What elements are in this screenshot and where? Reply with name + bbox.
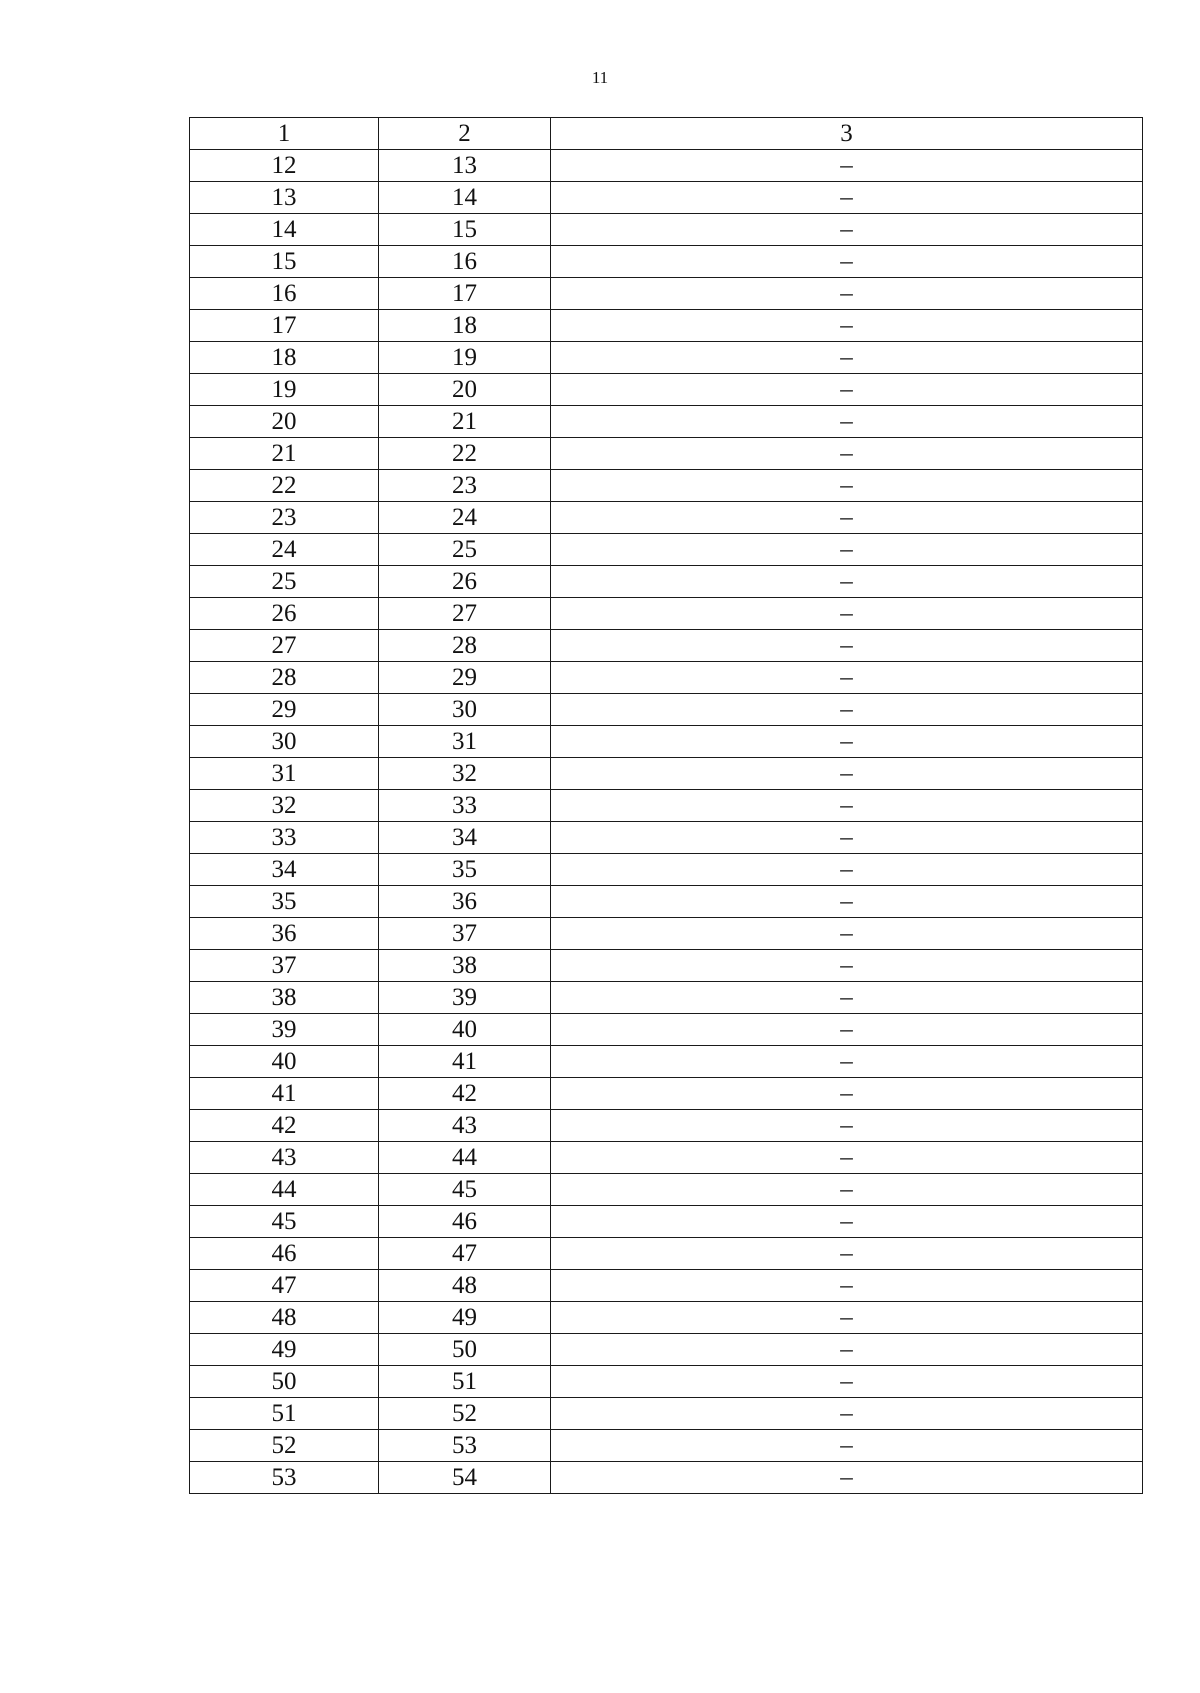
table-cell-col-2: 50 <box>379 1334 551 1366</box>
table-cell-col-3: – <box>551 854 1143 886</box>
table-cell-col-3: – <box>551 1270 1143 1302</box>
table-row <box>190 1462 1143 1494</box>
table-cell-col-1: 30 <box>190 726 379 758</box>
table-row <box>190 310 1143 342</box>
table-row <box>190 1078 1143 1110</box>
table-cell-col-2: 27 <box>379 598 551 630</box>
table-cell-col-3: – <box>551 726 1143 758</box>
table-cell-col-2: 42 <box>379 1078 551 1110</box>
table-row <box>190 1174 1143 1206</box>
table-cell-col-3: – <box>551 1398 1143 1430</box>
table-row <box>190 1302 1143 1334</box>
table-cell-col-2: 18 <box>379 310 551 342</box>
table-cell-col-2: 24 <box>379 502 551 534</box>
table-cell-col-1: 26 <box>190 598 379 630</box>
table-cell-col-3: – <box>551 790 1143 822</box>
table-cell-col-1: 34 <box>190 854 379 886</box>
table-cell-col-2: 33 <box>379 790 551 822</box>
table-cell-col-3: – <box>551 310 1143 342</box>
table-row <box>190 1398 1143 1430</box>
table-cell-col-2: 32 <box>379 758 551 790</box>
table-cell-col-1: 37 <box>190 950 379 982</box>
page-number: 11 <box>591 68 609 87</box>
table-row <box>190 1206 1143 1238</box>
table-cell-col-1: 42 <box>190 1110 379 1142</box>
table-cell-col-3: – <box>551 534 1143 566</box>
table-cell-col-2: 17 <box>379 278 551 310</box>
table-cell-col-3: – <box>551 342 1143 374</box>
table-cell-col-1: 29 <box>190 694 379 726</box>
table-row <box>190 470 1143 502</box>
table-row <box>190 342 1143 374</box>
table-cell-col-2: 25 <box>379 534 551 566</box>
table-cell-col-3: – <box>551 502 1143 534</box>
table-cell-col-3: – <box>551 1078 1143 1110</box>
table-cell-col-1: 17 <box>190 310 379 342</box>
table-cell-col-2: 22 <box>379 438 551 470</box>
table-row <box>190 630 1143 662</box>
table-cell-col-1: 43 <box>190 1142 379 1174</box>
table-row <box>190 1430 1143 1462</box>
table-cell-col-1: 32 <box>190 790 379 822</box>
table-cell-col-1: 14 <box>190 214 379 246</box>
table-cell-col-3: – <box>551 1142 1143 1174</box>
table-row <box>190 1110 1143 1142</box>
header-cell-col-2: 2 <box>379 118 551 150</box>
table-cell-col-3: – <box>551 470 1143 502</box>
table-cell-col-3: – <box>551 758 1143 790</box>
table-cell-col-1: 41 <box>190 1078 379 1110</box>
table-cell-col-2: 21 <box>379 406 551 438</box>
table-row <box>190 662 1143 694</box>
table-row <box>190 758 1143 790</box>
table-cell-col-2: 19 <box>379 342 551 374</box>
table-cell-col-2: 26 <box>379 566 551 598</box>
table-cell-col-3: – <box>551 566 1143 598</box>
table-cell-col-2: 53 <box>379 1430 551 1462</box>
table-cell-col-1: 53 <box>190 1462 379 1494</box>
table-row <box>190 1046 1143 1078</box>
table-cell-col-3: – <box>551 982 1143 1014</box>
table-cell-col-3: – <box>551 150 1143 182</box>
header-cell-col-3: 3 <box>551 118 1143 150</box>
table-cell-col-3: – <box>551 1110 1143 1142</box>
table-cell-col-3: – <box>551 950 1143 982</box>
table-cell-col-1: 13 <box>190 182 379 214</box>
table-row <box>190 182 1143 214</box>
table-cell-col-1: 48 <box>190 1302 379 1334</box>
table-row <box>190 1238 1143 1270</box>
table-cell-col-2: 20 <box>379 374 551 406</box>
table-cell-col-3: – <box>551 1046 1143 1078</box>
table-cell-col-1: 33 <box>190 822 379 854</box>
table-cell-col-2: 34 <box>379 822 551 854</box>
table-cell-col-2: 40 <box>379 1014 551 1046</box>
table-row <box>190 1142 1143 1174</box>
table-row <box>190 598 1143 630</box>
table-cell-col-1: 49 <box>190 1334 379 1366</box>
table-cell-col-2: 39 <box>379 982 551 1014</box>
table-row <box>190 150 1143 182</box>
table-cell-col-1: 51 <box>190 1398 379 1430</box>
table-cell-col-2: 49 <box>379 1302 551 1334</box>
table-cell-col-2: 41 <box>379 1046 551 1078</box>
table-row <box>190 406 1143 438</box>
table-row <box>190 246 1143 278</box>
table-row <box>190 1014 1143 1046</box>
table-cell-col-2: 15 <box>379 214 551 246</box>
table-row <box>190 790 1143 822</box>
table-header-row <box>190 118 1143 150</box>
table-cell-col-2: 54 <box>379 1462 551 1494</box>
table-cell-col-3: – <box>551 1014 1143 1046</box>
table-cell-col-3: – <box>551 374 1143 406</box>
table-cell-col-3: – <box>551 1302 1143 1334</box>
table-cell-col-3: – <box>551 182 1143 214</box>
table-row <box>190 982 1143 1014</box>
table-cell-col-2: 48 <box>379 1270 551 1302</box>
table-cell-col-1: 22 <box>190 470 379 502</box>
table-body <box>190 118 1143 1494</box>
table-cell-col-2: 44 <box>379 1142 551 1174</box>
table-row <box>190 566 1143 598</box>
table-row <box>190 694 1143 726</box>
table-cell-col-3: – <box>551 1334 1143 1366</box>
table-cell-col-3: – <box>551 1174 1143 1206</box>
table-row <box>190 950 1143 982</box>
table-cell-col-3: – <box>551 630 1143 662</box>
table-cell-col-3: – <box>551 1238 1143 1270</box>
table-cell-col-1: 52 <box>190 1430 379 1462</box>
table-cell-col-1: 50 <box>190 1366 379 1398</box>
table-cell-col-1: 31 <box>190 758 379 790</box>
table-row <box>190 1366 1143 1398</box>
table-cell-col-2: 37 <box>379 918 551 950</box>
table-cell-col-2: 38 <box>379 950 551 982</box>
table-cell-col-2: 30 <box>379 694 551 726</box>
table-row <box>190 1270 1143 1302</box>
table-cell-col-1: 18 <box>190 342 379 374</box>
table-cell-col-3: – <box>551 278 1143 310</box>
table-cell-col-3: – <box>551 214 1143 246</box>
table-row <box>190 854 1143 886</box>
table-cell-col-1: 16 <box>190 278 379 310</box>
table-row <box>190 726 1143 758</box>
table-cell-col-1: 35 <box>190 886 379 918</box>
table-row <box>190 886 1143 918</box>
table-cell-col-3: – <box>551 1430 1143 1462</box>
table-cell-col-2: 13 <box>379 150 551 182</box>
table-cell-col-2: 14 <box>379 182 551 214</box>
table-cell-col-1: 39 <box>190 1014 379 1046</box>
table-cell-col-1: 12 <box>190 150 379 182</box>
table-cell-col-1: 24 <box>190 534 379 566</box>
table-cell-col-2: 31 <box>379 726 551 758</box>
table-cell-col-1: 27 <box>190 630 379 662</box>
table-cell-col-1: 20 <box>190 406 379 438</box>
table-row <box>190 534 1143 566</box>
table-cell-col-3: – <box>551 1462 1143 1494</box>
table-cell-col-3: – <box>551 918 1143 950</box>
table-row <box>190 1334 1143 1366</box>
table-cell-col-1: 23 <box>190 502 379 534</box>
table-cell-col-2: 47 <box>379 1238 551 1270</box>
table-cell-col-1: 44 <box>190 1174 379 1206</box>
table-cell-col-1: 25 <box>190 566 379 598</box>
header-cell-col-1: 1 <box>190 118 379 150</box>
table-cell-col-1: 21 <box>190 438 379 470</box>
table-cell-col-3: – <box>551 886 1143 918</box>
table-cell-col-3: – <box>551 822 1143 854</box>
table-row <box>190 374 1143 406</box>
table-cell-col-2: 45 <box>379 1174 551 1206</box>
table-cell-col-2: 46 <box>379 1206 551 1238</box>
table-row <box>190 278 1143 310</box>
table-cell-col-1: 38 <box>190 982 379 1014</box>
table-cell-col-1: 47 <box>190 1270 379 1302</box>
table-cell-col-1: 46 <box>190 1238 379 1270</box>
table-cell-col-3: – <box>551 246 1143 278</box>
table-cell-col-2: 16 <box>379 246 551 278</box>
table-cell-col-3: – <box>551 662 1143 694</box>
table-cell-col-2: 29 <box>379 662 551 694</box>
table-cell-col-1: 40 <box>190 1046 379 1078</box>
table-cell-col-1: 28 <box>190 662 379 694</box>
table-cell-col-2: 35 <box>379 854 551 886</box>
table-cell-col-1: 19 <box>190 374 379 406</box>
table-row <box>190 214 1143 246</box>
table-cell-col-1: 36 <box>190 918 379 950</box>
table-cell-col-2: 51 <box>379 1366 551 1398</box>
table-cell-col-3: – <box>551 1206 1143 1238</box>
table-cell-col-1: 15 <box>190 246 379 278</box>
table-cell-col-1: 45 <box>190 1206 379 1238</box>
table-cell-col-2: 36 <box>379 886 551 918</box>
table-cell-col-3: – <box>551 438 1143 470</box>
table-cell-col-3: – <box>551 406 1143 438</box>
table-row <box>190 822 1143 854</box>
table-row <box>190 918 1143 950</box>
table-cell-col-2: 43 <box>379 1110 551 1142</box>
table-cell-col-3: – <box>551 1366 1143 1398</box>
data-table <box>189 117 1143 1494</box>
table-cell-col-2: 52 <box>379 1398 551 1430</box>
table-cell-col-2: 28 <box>379 630 551 662</box>
table-cell-col-2: 23 <box>379 470 551 502</box>
table-row <box>190 502 1143 534</box>
table-cell-col-3: – <box>551 598 1143 630</box>
table-row <box>190 438 1143 470</box>
table-cell-col-3: – <box>551 694 1143 726</box>
